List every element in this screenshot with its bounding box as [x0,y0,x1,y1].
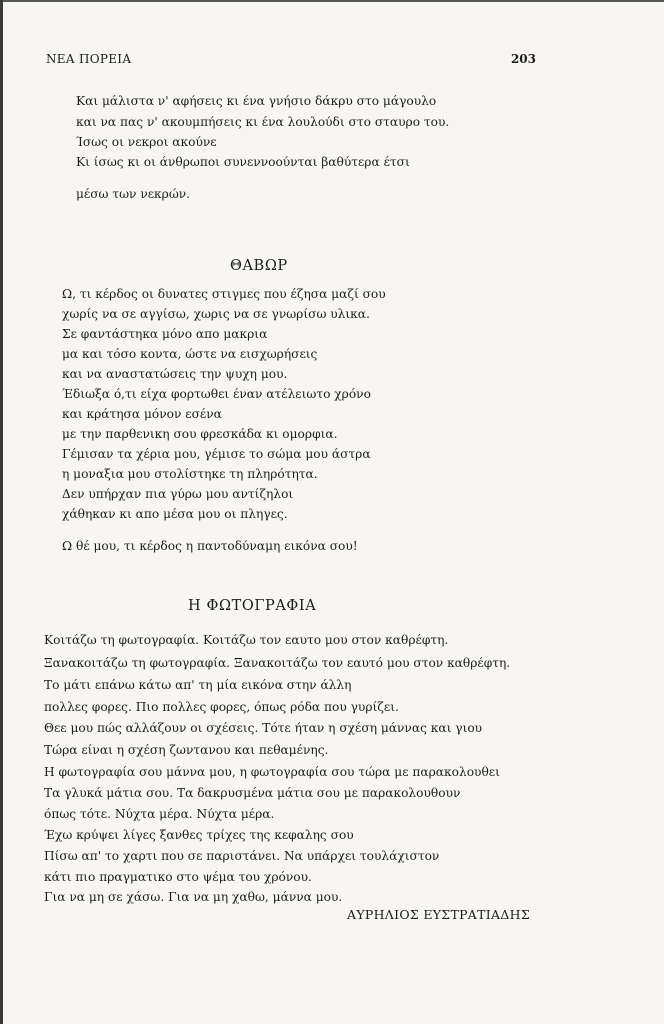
page-number: 203 [510,52,536,66]
poem-line: χάθηκαν κι απο μέσα μου οι πληγες. [62,507,288,521]
poem-line: Και μάλιστα ν' αφήσεις κι ένα γνήσιο δάκρυ στο μάγουλο [76,94,437,108]
poem-line: Θεε μου πώς αλλάζουν οι σχέσεις. Τότε ήταν η σχέση μάννας και γιου [44,721,483,735]
scan-border-left [0,0,3,1024]
poem-line: όπως τότε. Νύχτα μέρα. Νύχτα μέρα. [44,807,275,821]
poem-line: Ω θέ μου, τι κέρδος η παντοδύναμη εικόνα σου! [62,539,358,553]
poem-line: Για να μη σε χάσω. Για να μη χαθω, μάννα μου. [44,890,343,904]
poem-line: κάτι πιο πραγματικο στο ψέμα του χρόνου. [44,870,312,884]
poem-line: Γέμισαν τα χέρια μου, γέμισε το σώμα μου άστρα [62,447,371,461]
poem-line: Δεν υπήρχαν πια γύρω μου αντίζηλοι [62,487,294,501]
poem-line: Ω, τι κέρδος οι δυνατες στιγμες που έζησα μαζί σου [62,287,386,301]
author-signature: ΑΥΡΗΛΙΟΣ ΕΥΣΤΡΑΤΙΑΔΗΣ [347,907,530,922]
poem-line: Η φωτογραφία σου μάννα μου, η φωτογραφία σου τώρα με παρακολουθει [44,765,500,779]
poem-line: με την παρθενικη σου φρεσκάδα κι ομορφια. [62,427,338,441]
running-head: ΝΕΑ ΠΟΡΕΙΑ [46,52,132,66]
poem-line: χωρίς να σε αγγίσω, χωρις να σε γνωρίσω υλικα. [62,307,370,321]
poem-line: και να πας ν' ακουμπήσεις κι ένα λουλούδι στο σταυρο του. [76,115,450,129]
poem-line: Ίσως οι νεκροι ακούνε [76,135,217,149]
poem-line: Έδιωξα ό,τι είχα φορτωθει έναν ατέλειωτο χρόνο [62,387,371,401]
poem-line: Σε φαντάστηκα μόνο απο μακρια [62,327,268,341]
poem-title-photografia: Η ΦΩΤΟΓΡΑΦΙΑ [188,598,317,614]
poem-title-thavor: ΘΑΒΩΡ [230,258,288,274]
poem-line: Κοιτάζω τη φωτογραφία. Κοιτάζω τον εαυτο μου στον καθρέφτη. [44,633,449,647]
poem-line: Το μάτι επάνω κάτω απ' τη μία εικόνα στην άλλη [44,678,352,692]
poem-line: πολλες φορες. Πιο πολλες φορες, όπως ρόδα που γυρίζει. [44,700,399,714]
poem-line: Πίσω απ' το χαρτι που σε παριστάνει. Να υπάρχει τουλάχιστον [44,849,440,863]
poem-line: Τα γλυκά μάτια σου. Τα δακρυσμένα μάτια σου με παρακολουθουν [44,786,461,800]
poem-line: και να αναστατώσεις την ψυχη μου. [62,367,288,381]
poem-line: μα και τόσο κοντα, ώστε να εισχωρήσεις [62,347,318,361]
poem-line: μέσω των νεκρών. [76,187,191,201]
poem-line: Ξανακοιτάζω τη φωτογραφία. Ξανακοιτάζω τον εαυτό μου στον καθρέφτη. [44,656,511,670]
scan-border-top [0,0,664,2]
poem-line: Τώρα είναι η σχέση ζωντανου και πεθαμένης. [44,743,329,757]
poem-line: η μοναξια μου στολίστηκε τη πληρότητα. [62,467,318,481]
poem-line: Κι ίσως κι οι άνθρωποι συνεννοούνται βαθύτερα έτσι [76,155,410,169]
poem-line: Έχω κρύψει λίγες ξανθες τρίχες της κεφαλης σου [44,828,354,842]
poem-line: και κράτησα μόνον εσένα [62,407,222,421]
